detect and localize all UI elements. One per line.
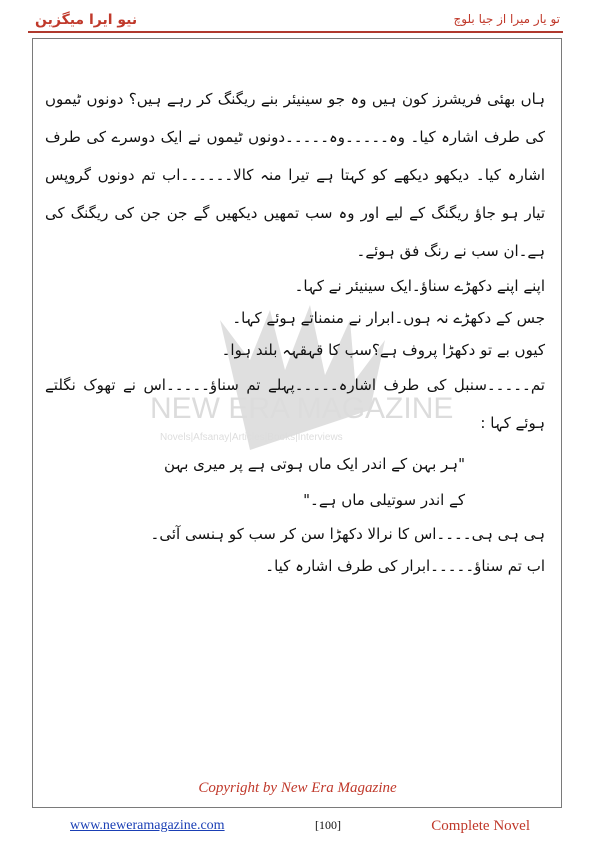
copyright-notice: Copyright by New Era Magazine (198, 780, 397, 796)
text-line: ہی ہی ہی۔۔۔۔اس کا نرالا دکھڑا سن کر سب کو ہنسی آئی۔ (150, 525, 545, 543)
text-line: اب تم سناؤ۔۔۔۔۔ابرار کی طرف اشارہ کیا۔ (265, 557, 545, 575)
paragraph: ہاں بھئی فریشرز کون ہیں وہ جو سینیئر بنے ریگنگ کر رہے ہیں؟ دونوں ٹیموں کی طرف اشارہ کیا۔ وہ۔۔۔۔۔وہ۔۔۔۔۔دونوں ٹیموں نے ایک دوسرے کی طرف اشارہ کیا۔ دیکھو دیکھے کو کہتا ہے تیرا منہ کالا۔۔۔۔۔۔اب تم دونوں گروپس تیار ہو جاؤ ریگنگ کے لیے اور وہ سب تمھیں دیکھیں گے جن جن کی ریگنگ کی ہے۔ان سب نے رنگ فق ہوئے۔ (45, 90, 545, 260)
header-divider (28, 31, 563, 33)
text-line: جس کے دکھڑے نہ ہوں۔ابرار نے منمناتے ہوئے کہا۔ (232, 309, 545, 327)
watermark-title: NEW ERA MAGAZINE (150, 392, 454, 425)
text-line: تم۔۔۔۔۔سنبل کی طرف اشارہ۔۔۔۔۔پہلے تم سناؤ۔۔۔۔۔اس نے تھوک نگلتے ہوئے کہا : (45, 376, 545, 432)
novel-title: تو یار میرا از جیا بلوچ (453, 12, 560, 26)
page-number: [100] (315, 818, 341, 832)
page-body (45, 80, 545, 582)
poem-line: کے اندر سوتیلی ماں ہے۔" (303, 491, 465, 509)
website-link[interactable]: www.neweramagazine.com (70, 818, 225, 833)
magazine-name: نیو ایرا میگزین (35, 12, 138, 28)
text-line: اپنے اپنے دکھڑے سناؤ۔ایک سینیئر نے کہا۔ (294, 277, 545, 295)
text-line: کیوں بے تو دکھڑا پروف ہے؟سب کا قہقہہ بلند ہوا۔ (221, 341, 545, 359)
poem-line: "ہر بہن کے اندر ایک ماں ہوتی ہے پر میری بہن (163, 455, 465, 473)
watermark-subtitle: Novels|Afsanay|Articles|Books|Interviews (160, 432, 343, 443)
page-footer (60, 818, 540, 838)
category-label: Complete Novel (431, 818, 530, 834)
